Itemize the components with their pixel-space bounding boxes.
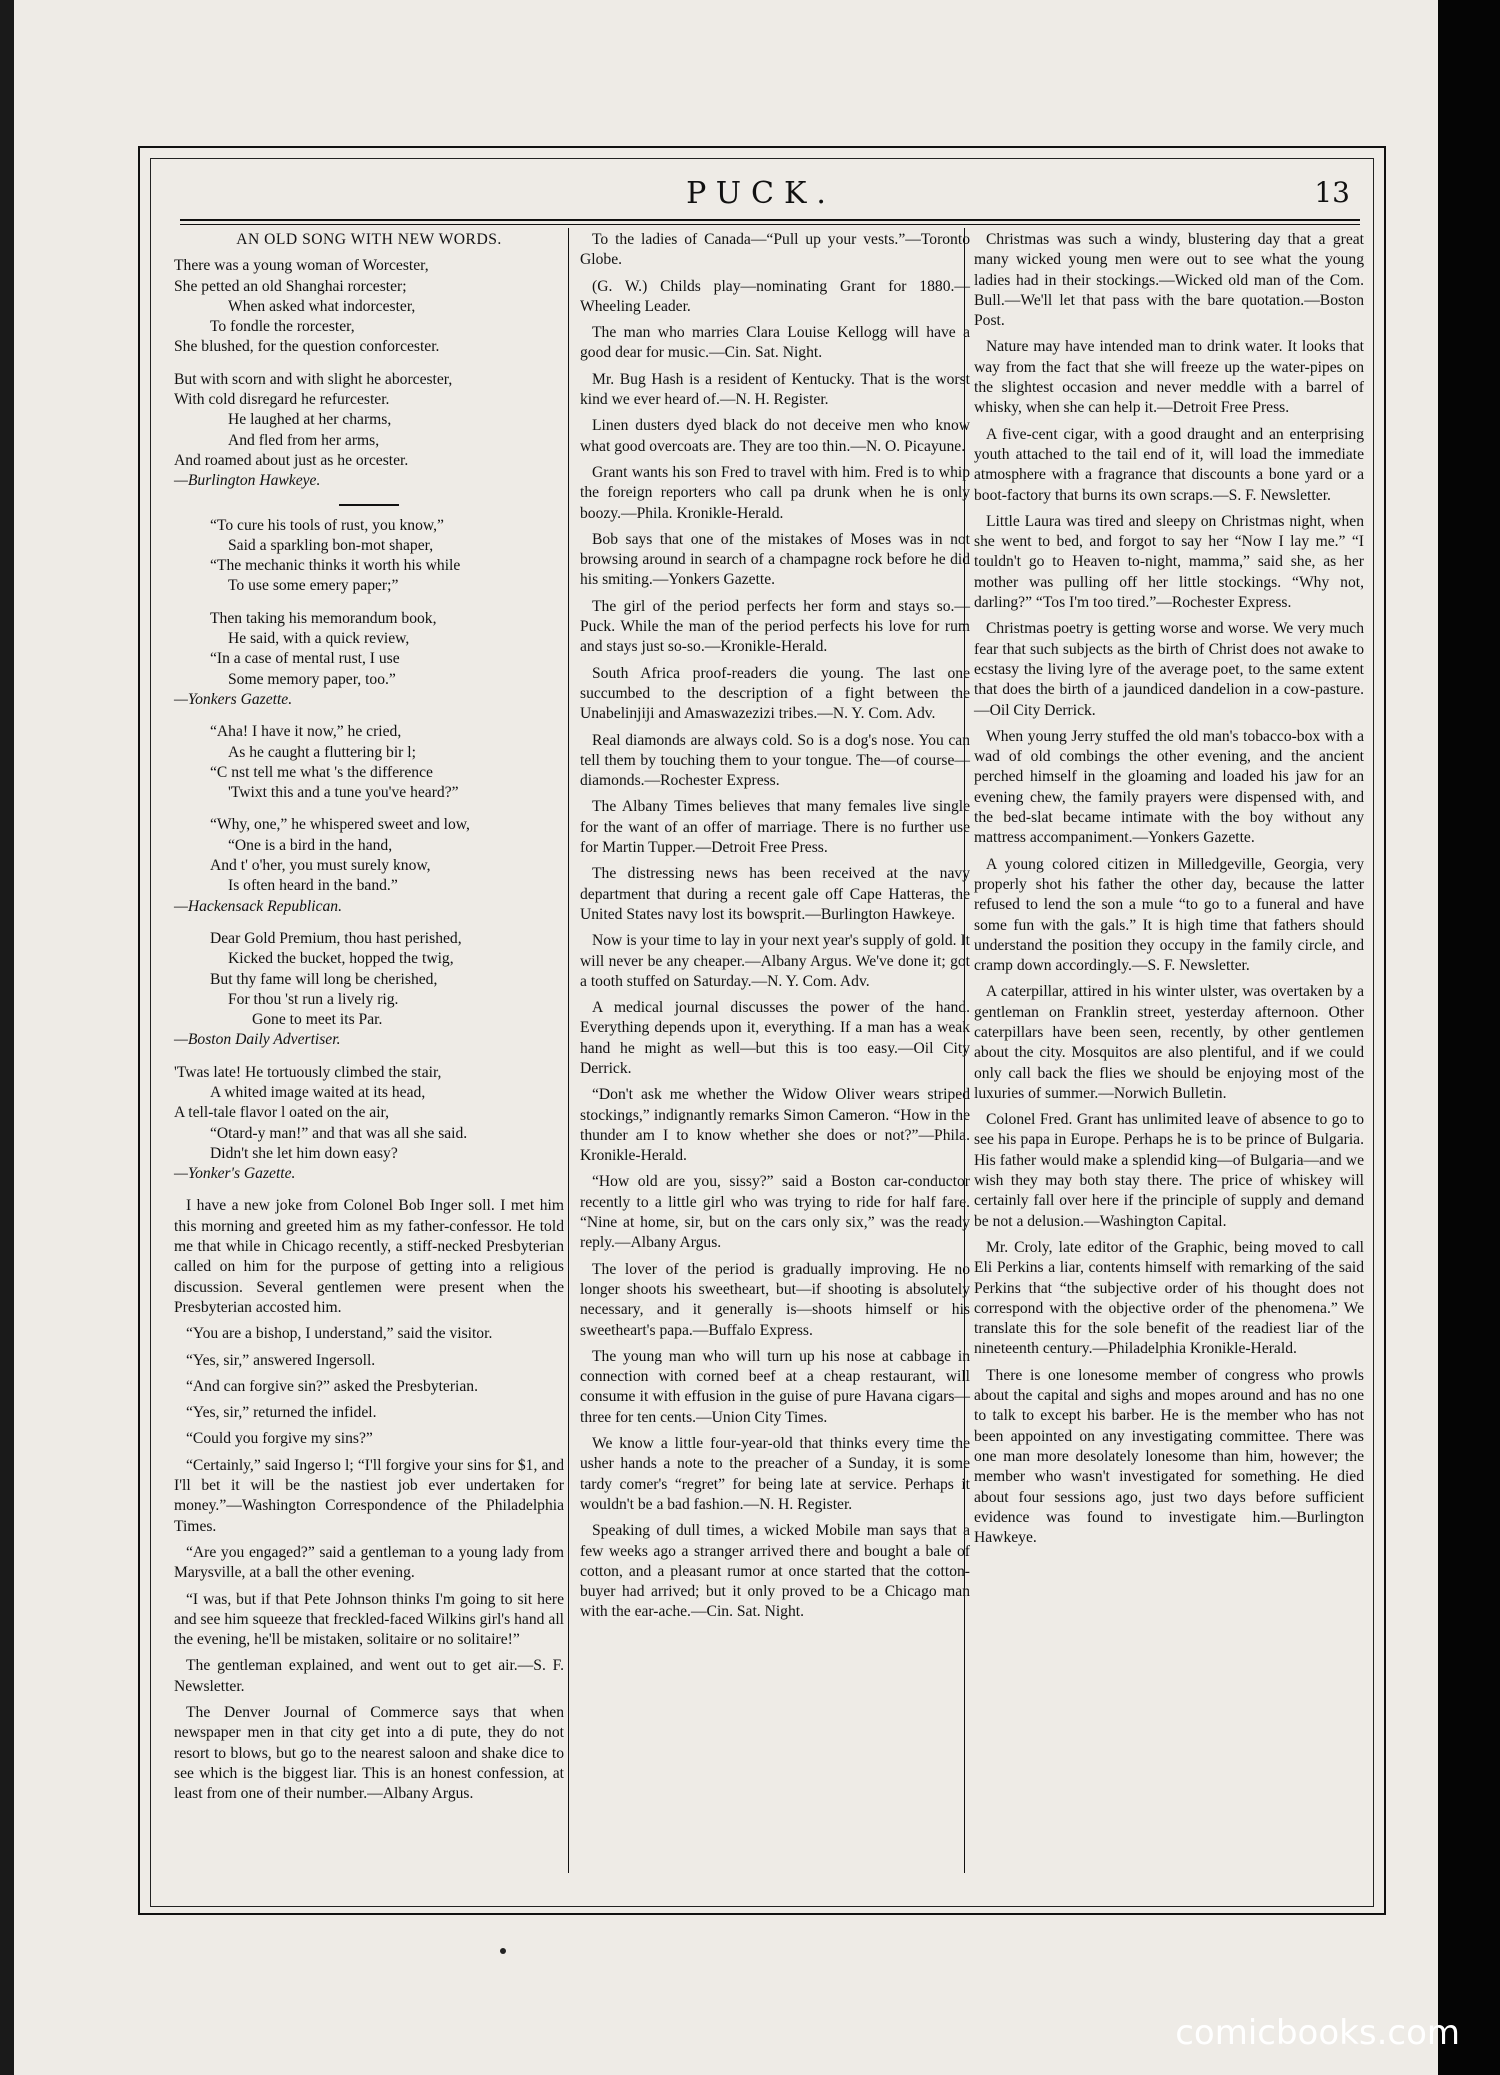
verse-line: “Otard-y man!” and that was all she said.	[210, 1124, 468, 1142]
article-paragraph: I have a new joke from Colonel Bob Inger soll. I met him this morning and greeted him as my father-confessor. He told me that while in Chicago recently, a stiff-necked Presbyterian called on him for the purpose of getting into a religious discussion. Several gentlemen were present when the Presbyterian accosted him.	[174, 1197, 564, 1316]
article-paragraph: Grant wants his son Fred to travel with him. Fred is to whip the foreign reporters who call pa drunk when he is only boozy.—Phila. Kronikle-Herald.	[580, 463, 970, 522]
source-credit: —Yonkers Gazette.	[174, 690, 293, 708]
article-paragraph: A medical journal discusses the power of the hand. Everything depends upon it, everything. If a man has a weak hand he might as well—but this is too easy.—Oil City Derrick.	[580, 999, 970, 1077]
verse-line: For thou 'st run a lively rig.	[228, 990, 399, 1008]
verse-line: “To cure his tools of rust, you know,”	[210, 516, 444, 534]
verse-line: She blushed, for the question conforcester.	[174, 338, 440, 356]
source-credit: —Burlington Hawkeye.	[174, 472, 321, 490]
article-paragraph: Real diamonds are always cold. So is a dog's nose. You can tell them by touching them to your tongue. The—of course—diamonds.—Rochester Express.	[580, 731, 970, 790]
verse-line: 'Twas late! He tortuously climbed the stair,	[174, 1063, 442, 1081]
article-paragraph: “How old are you, sissy?” said a Boston car-conductor recently to a little girl who was trying to ride for half fare. “Nine at home, sir, but on the cars only six,” was the ready reply.—Albany Argus.	[580, 1173, 970, 1252]
verse-line: And fled from her arms,	[228, 431, 380, 449]
article-paragraph: “And can forgive sin?” asked the Presbyterian.	[186, 1377, 478, 1395]
article-paragraph: The girl of the period perfects her form and stays so.—Puck. While the man of the period perfects his love for rum and stays just so-so.—Kronikle-Herald.	[580, 597, 970, 656]
article-paragraph: The distressing news has been received at the navy department that during a recent gale off Cape Hatteras, the United States navy lost its bowsprit.—Burlington Hawkeye.	[580, 865, 970, 923]
article-paragraph: The young man who will turn up his nose at cabbage in connection with corned beef at a cheap restaurant, will consume it with effusion in the guise of pure Havana cigars—three for ten cents.—Union City Times.	[580, 1347, 970, 1426]
article-paragraph: There is one lonesome member of congress who prowls about the capital and sighs and mopes around and has no one to talk to except his barber. He is the member who has not been appointed on any investigating committee. There was one man more desolately lonesome than him, however; the member who wasn't investigated for something. He died about four sessions ago, just two days before sufficient evidence was found to investigate him.—Burlington Hawkeye.	[974, 1366, 1364, 1547]
verse-line: As he caught a fluttering bir l;	[228, 743, 416, 761]
poem-verse	[174, 256, 564, 357]
article-paragraph: Now is your time to lay in your next year's supply of gold. It will never be any cheaper.—Albany Argus. We've done it; got a tooth stuffed on Saturday.—N. Y. Com. Adv.	[580, 932, 970, 990]
article-paragraph: Christmas was such a windy, blustering day that a great many wicked young men were out to see what the young ladies had in their stockings.—Wicked old man of the Com. Bull.—We'll let that pass with the bare quotation.—Boston Post.	[974, 231, 1364, 330]
verse-line: With cold disregard he refurcester.	[174, 391, 390, 409]
verse-line: Some memory paper, too.”	[228, 670, 396, 688]
article-paragraph: Nature may have intended man to drink water. It looks that way from the fact that she will freeze up the water-pipes on the slightest occasion and never meddle with a barrel of whisky, when she can help it.—Detroit Free Press.	[974, 338, 1364, 417]
article-paragraph: “Yes, sir,” answered Ingersoll.	[186, 1351, 376, 1369]
masthead-title: PUCK.	[686, 176, 836, 211]
article-paragraph: Mr. Croly, late editor of the Graphic, being moved to call Eli Perkins a liar, contents himself with remarking of the said Perkins that “the subjective order of his thought does not correspond with the objective order of the phenomena.” We translate this for the sole benefit of the readiest liar of the nineteenth century.—Philadelphia Kronikle-Herald.	[974, 1238, 1364, 1358]
article-paragraph: Little Laura was tired and sleepy on Christmas night, when she went to bed, and forgot to say her “Now I lay me.” “I touldn't go to Heaven to-night, mamma,” said she, as her mother was pulling off her little stockings. “Why not, darling?” “Tos I'm too tired.”—Rochester Express.	[974, 512, 1364, 612]
verse-line: When asked what indorcester,	[228, 297, 416, 315]
article-paragraph: The Albany Times believes that many females live single for the want of an offer of marriage. There is no further use for Martin Tupper.—Detroit Free Press.	[580, 798, 970, 857]
article-paragraph: The man who marries Clara Louise Kellogg will have a good dear for music.—Cin. Sat. Night.	[580, 324, 970, 362]
article-paragraph: “Certainly,” said Ingerso l; “I'll forgive your sins for $1, and I'll bet it will be the nastiest job ever undertaken for money.”—Washington Correspondence of the Philadelphia Times.	[174, 1456, 564, 1535]
article-paragraph: “Yes, sir,” returned the infidel.	[186, 1404, 377, 1422]
article-paragraph: The Denver Journal of Commerce says that when newspaper men in that city get into a di pute, they do not resort to blows, but go to the nearest saloon and shake dice to see which is the biggest liar. This is an honest confession, at least from one of their number.—Albany Argus.	[174, 1704, 564, 1803]
verse-line: Said a sparkling bon-mot shaper,	[228, 536, 434, 554]
verse-line: Gone to meet its Par.	[252, 1011, 383, 1029]
poem-verse	[174, 516, 564, 597]
article-paragraph: “I was, but if that Pete Johnson thinks I'm going to sit here and see him squeeze that freckled-faced Wilkins girl's hand all the evening, he'll be mistaken, solitaire or no solitaire!”	[174, 1590, 564, 1649]
verse-line: And t' o'her, you must surely know,	[210, 857, 431, 875]
verse-line: “C nst tell me what 's the difference	[210, 763, 433, 781]
header-rule	[180, 219, 1360, 225]
verse-line: But thy fame will long be cherished,	[210, 970, 438, 988]
verse-line: There was a young woman of Worcester,	[174, 257, 429, 275]
verse-line: “One is a bird in the hand,	[228, 836, 393, 854]
article-paragraph: “Are you engaged?” said a gentleman to a young lady from Marysville, at a ball the other evening.	[174, 1543, 564, 1582]
poem-title: AN OLD SONG WITH NEW WORDS.	[236, 231, 502, 248]
article-paragraph: Christmas poetry is getting worse and worse. We very much fear that such subjects as the birth of Christ does not awake to ecstasy the living lyre of the average poet, to the same extent that does the birth of a jaundiced dandelion in a cow-pasture.—Oil City Derrick.	[974, 620, 1364, 719]
poem-verse	[174, 609, 564, 710]
verse-line: “The mechanic thinks it worth his while	[210, 557, 461, 575]
verse-line: But with scorn and with slight he aborcester,	[174, 370, 453, 388]
column-divider-1	[568, 228, 569, 1873]
verse-line: Dear Gold Premium, thou hast perished,	[210, 929, 462, 947]
verse-line: “Aha! I have it now,” he cried,	[210, 723, 402, 741]
verse-line: To fondle the rorcester,	[210, 318, 355, 336]
article-paragraph: To the ladies of Canada—“Pull up your vests.”—Toronto Globe.	[580, 231, 970, 269]
article-paragraph: The lover of the period is gradually improving. He no longer shoots his sweetheart, but—if shooting is absolutely necessary, and it generally is—shoots himself or his sweetheart's papa.—Buffalo Express.	[580, 1260, 970, 1339]
article-paragraph: Linen dusters dyed black do not deceive men who know what good overcoats are. They are too thin.—N. O. Picayune.	[580, 417, 970, 455]
verse-line: “In a case of mental rust, I use	[210, 650, 400, 668]
verse-line: And roamed about just as he orcester.	[174, 451, 409, 469]
article-paragraph: “Could you forgive my sins?”	[186, 1430, 373, 1448]
article-paragraph: Bob says that one of the mistakes of Moses was in not browsing around in search of a champagne rock before he did his smiting.—Yonkers Gazette.	[580, 530, 970, 589]
verse-line: Then taking his memorandum book,	[210, 609, 437, 627]
verse-line: She petted an old Shanghai rorcester;	[174, 277, 407, 295]
verse-line: A tell-tale flavor l oated on the air,	[174, 1104, 390, 1122]
poem-verse	[174, 1063, 564, 1185]
article-paragraph: A five-cent cigar, with a good draught and an enterprising youth attached to the tail end of it, will load the immediate atmosphere with a fragrance that discounts a bone yard or a boot-factory that burns its own scraps.—S. F. Newsletter.	[974, 425, 1364, 504]
ink-speck	[500, 1948, 506, 1954]
article-paragraph: (G. W.) Childs play—nominating Grant for 1880.—Wheeling Leader.	[580, 277, 970, 315]
poem-verse	[174, 722, 564, 803]
verse-line: To use some emery paper;”	[228, 577, 399, 595]
poem-verse	[174, 370, 564, 492]
verse-line: He said, with a quick review,	[228, 630, 410, 648]
verse-line: A whited image waited at its head,	[210, 1083, 426, 1101]
poem-verse	[174, 815, 564, 916]
source-credit: —Boston Daily Advertiser.	[174, 1031, 341, 1049]
source-credit: —Hackensack Republican.	[174, 897, 343, 915]
verse-line: 'Twixt this and a tune you've heard?”	[228, 784, 459, 802]
article-paragraph: Speaking of dull times, a wicked Mobile man says that a few weeks ago a stranger arrived there and bought a bale of cotton, and a pleasant rumor at once started that the cotton-buyer had arrived; but it only proved to be a Chicago man with the ear-ache.—Cin. Sat. Night.	[580, 1522, 970, 1621]
verse-line: Is often heard in the band.”	[228, 877, 398, 895]
article-paragraph: Mr. Bug Hash is a resident of Kentucky. That is the worst kind we ever heard of.—N. H. Register.	[580, 370, 970, 409]
verse-line: Kicked the bucket, hopped the twig,	[228, 950, 454, 968]
section-rule	[339, 504, 399, 506]
article-paragraph: “Don't ask me whether the Widow Oliver wears striped stockings,” indignantly remarks Simon Cameron. “How in the thunder am I to know whether she does or not?”—Phila. Kronikle-Herald.	[580, 1086, 970, 1165]
article-paragraph: Colonel Fred. Grant has unlimited leave of absence to go to see his papa in Europe. Perhaps he is to be prince of Bulgaria. His father would make a splendid king—of Bulgaria—and we wish they may both stay there. The price of whiskey will certainly fall over here if the principle of supply and demand be not a delusion.—Washington Capital.	[974, 1111, 1364, 1230]
article-paragraph: When young Jerry stuffed the old man's tobacco-box with a wad of old combings the other evening, and the ancient perched himself in the gloaming and loaded his jaw for an evening chew, the family prayers were dispensed with, and the bed-slat became intimate with the boy without any mattress accompaniment.—Yonkers Gazette.	[974, 727, 1364, 847]
column-3	[974, 230, 1364, 1554]
verse-line: “Why, one,” he whispered sweet and low,	[210, 816, 470, 834]
column-1	[174, 230, 564, 1810]
verse-line: He laughed at her charms,	[228, 411, 392, 429]
article-paragraph: We know a little four-year-old that thinks every time the usher hands a note to the preacher of a Sunday, it is some tardy comer's “regret” for being late at service. Perhaps it wouldn't be a bad fashion.—N. H. Register.	[580, 1435, 970, 1513]
article-paragraph: A caterpillar, attired in his winter ulster, was overtaken by a gentleman on Franklin street, yesterday afternoon. Other caterpillars have been seen, recently, by other gentlemen about the city. Mosquitos are also plentiful, and if we could only call back the flies we should be enjoying most of the luxuries of summer.—Norwich Bulletin.	[974, 983, 1364, 1102]
article-paragraph: South Africa proof-readers die young. The last one succumbed to the description of a fight between the Unabelinjiji and Amaswazezizi tribes.—N. Y. Com. Adv.	[580, 664, 970, 723]
article-paragraph: The gentleman explained, and went out to get air.—S. F. Newsletter.	[174, 1657, 564, 1695]
verse-line: Didn't she let him down easy?	[210, 1144, 398, 1162]
book-spine	[1438, 0, 1500, 2075]
page-number: 13	[1314, 176, 1350, 209]
source-credit: —Yonker's Gazette.	[174, 1165, 296, 1183]
watermark-text: comicbooks.com	[1175, 2013, 1460, 2053]
article-paragraph: “You are a bishop, I understand,” said the visitor.	[186, 1325, 493, 1343]
article-paragraph: A young colored citizen in Milledgeville, Georgia, very properly shot his father the other day, because the latter refused to lend the son a mule “to go to a funeral and have some fun with the gals.” It is high time that fathers should understand the position they occupy in the family circle, and cramp down accordingly.—S. F. Newsletter.	[974, 855, 1364, 975]
poem-verse	[174, 929, 564, 1051]
column-2	[580, 230, 970, 1629]
